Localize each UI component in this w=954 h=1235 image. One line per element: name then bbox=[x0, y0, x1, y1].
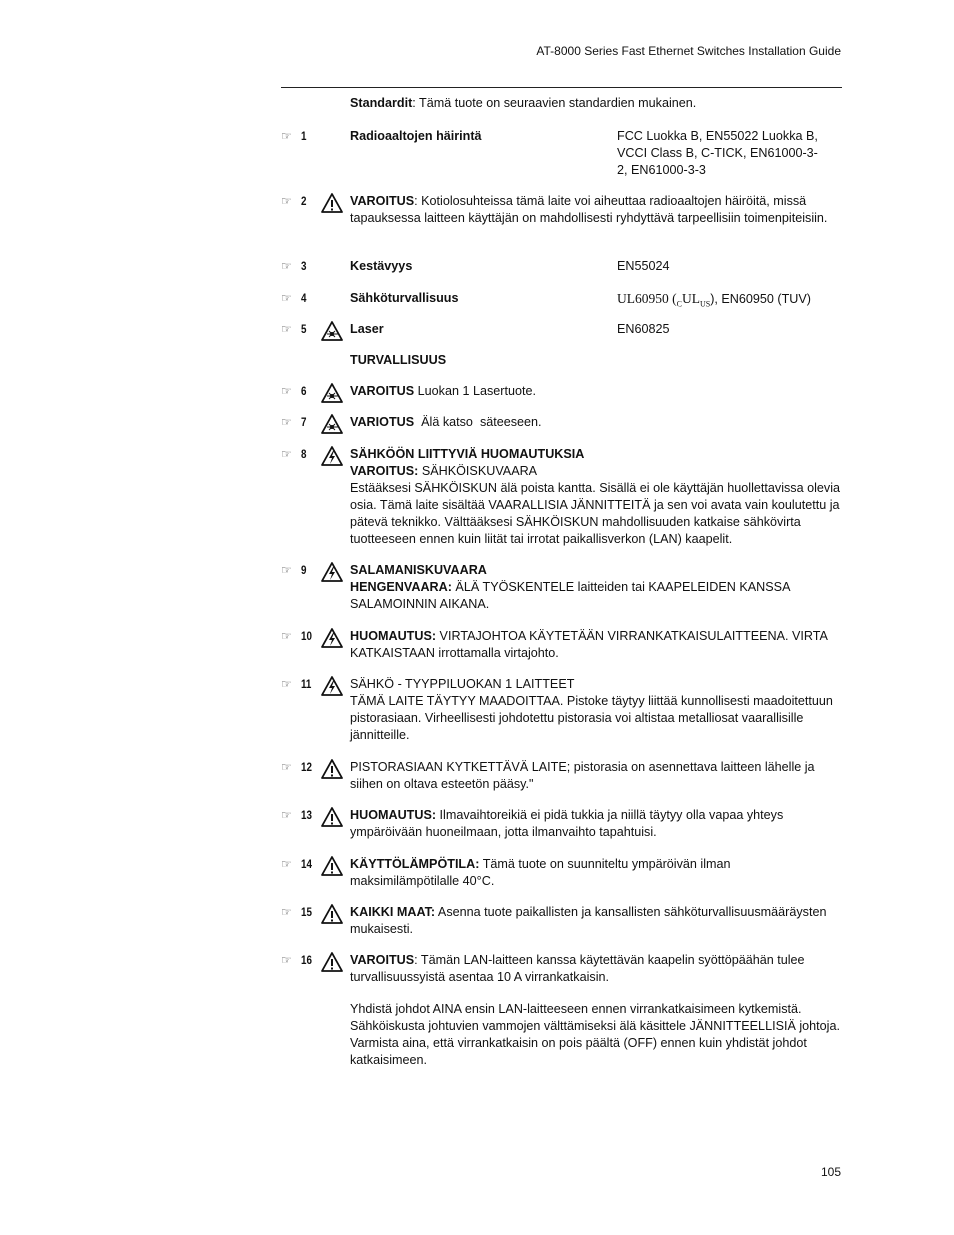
page-number: 105 bbox=[820, 1165, 841, 1179]
warning-icon bbox=[321, 806, 343, 828]
item-text: PISTORASIAAN KYTKETTÄVÄ LAITE; pistorasia on asennettava laitteen lähelle ja siihen on oltava esteetön pääsy." bbox=[350, 760, 815, 791]
laser-icon bbox=[321, 413, 343, 435]
pointing-hand-icon: ☞ bbox=[281, 905, 292, 919]
item-text: KÄYTTÖLÄMPÖTILA: Tämä tuote on suunniteltu ympäröivän ilman maksimilämpötilalle 40°C. bbox=[350, 857, 731, 888]
item-ref: ☞ 9 bbox=[281, 563, 307, 577]
pointing-hand-icon: ☞ bbox=[281, 808, 292, 822]
intro-paragraph bbox=[350, 95, 850, 112]
item-ref: ☞ 6 bbox=[281, 384, 307, 398]
pointing-hand-icon: ☞ bbox=[281, 194, 292, 208]
item-text: VAROITUS Luokan 1 Lasertuote. bbox=[350, 384, 536, 398]
item-ref: ☞ 15 bbox=[281, 905, 312, 919]
item-ref: ☞ 5 bbox=[281, 322, 307, 336]
item-ref: ☞ 3 bbox=[281, 259, 307, 273]
item-text: HUOMAUTUS: VIRTAJOHTOA KÄYTETÄÄN VIRRANKATKAISULAITTEENA. VIRTA KATKAISTAAN irrottamalla virtajohto. bbox=[350, 629, 828, 660]
item-ref: ☞ 7 bbox=[281, 415, 307, 429]
intro-bold: Standardit bbox=[350, 96, 413, 110]
pointing-hand-icon: ☞ bbox=[281, 322, 292, 336]
item-text: SALAMANISKUVAARA HENGENVAARA: ÄLÄ TYÖSKENTELE laitteiden tai KAAPELEIDEN KANSSA SALAMOINNIN AIKANA. bbox=[350, 563, 790, 611]
laser-icon bbox=[321, 320, 343, 342]
item-ref: ☞ 8 bbox=[281, 447, 307, 461]
item-value: FCC Luokka B, EN55022 Luokka B, VCCI Class B, C-TICK, EN61000-3-2, EN61000-3-3 bbox=[617, 129, 818, 177]
pointing-hand-icon: ☞ bbox=[281, 760, 292, 774]
item-ref: ☞ 1 bbox=[281, 129, 307, 143]
pointing-hand-icon: ☞ bbox=[281, 677, 292, 691]
item-text: SÄHKÖ - TYYPPILUOKAN 1 LAITTEET TÄMÄ LAITE TÄYTYY MAADOITTAA. Pistoke täytyy liittää kunnollisesti maadoitettuun pistorasiaan. Virheellisesti johdotettu pistorasia voi altistaa metalliosat vaarallisille jännitteille. bbox=[350, 677, 833, 742]
warning-icon bbox=[321, 758, 343, 780]
intro-text: : Tämä tuote on seuraavien standardien mukainen. bbox=[412, 96, 697, 110]
item-label: Radioaaltojen häirintä bbox=[350, 129, 482, 143]
electric-icon bbox=[321, 445, 343, 467]
item-text: VARIOTUS Älä katso säteeseen. bbox=[350, 415, 542, 429]
pointing-hand-icon: ☞ bbox=[281, 629, 292, 643]
item-value: UL60950 $(_CUL_{US})$, EN60950 (TUV) bbox=[617, 291, 811, 309]
item-label: Sähköturvallisuus bbox=[350, 291, 459, 305]
item-ref: ☞ 16 bbox=[281, 953, 312, 967]
warning-icon bbox=[321, 192, 343, 214]
warning-icon bbox=[321, 951, 343, 973]
item-label: Kestävyys bbox=[350, 259, 413, 273]
electric-icon bbox=[321, 675, 343, 697]
header-rule bbox=[281, 87, 842, 88]
pointing-hand-icon: ☞ bbox=[281, 447, 292, 461]
electric-icon bbox=[321, 627, 343, 649]
item-ref: ☞ 13 bbox=[281, 808, 312, 822]
item-text: VAROITUS: Kotiolosuhteissa tämä laite voi aiheuttaa radioaaltojen häiröitä, missä tapauksessa laitteen käyttäjän on mahdollisesti ryhdyttävä tarpeellisiin toimenpiteisiin. bbox=[350, 194, 828, 225]
item-label: Laser bbox=[350, 322, 384, 336]
pointing-hand-icon: ☞ bbox=[281, 857, 292, 871]
pointing-hand-icon: ☞ bbox=[281, 384, 292, 398]
pointing-hand-icon: ☞ bbox=[281, 291, 292, 305]
item-text: SÄHKÖÖN LIITTYVIÄ HUOMAUTUKSIA VAROITUS: SÄHKÖISKUVAARA Estääksesi SÄHKÖISKUN älä poista kantta. Sisällä ei ole käyttäjän huollettavissa olevia osia. Tämä laite sisältää VAARALLISIA JÄNNITTEITÄ ja sen voi avata vain koulutettu ja pätevä teknikko. Välttääksesi SÄHKÖISKUN mahdollisuuden katkaise sähkövirta tuotteeseen ennen kuin liität tai irrotat paikallisverkon (LAN) kaapelit. bbox=[350, 447, 841, 546]
item-ref: ☞ 10 bbox=[281, 629, 312, 643]
item-text: VAROITUS: Tämän LAN-laitteen kanssa käytettävän kaapelin syöttöpäähän tulee turvallisuussyistä asentaa 10 A virrankatkaisin. Yhdistä johdot AINA ensin LAN-laitteeseen ennen virrankatkaisimeen kytkemistä. Sähköiskusta johtuvien vammojen välttämiseksi älä käsittele JÄNNITTEELLISIÄ johtoja. Varmista aina, että virrankatkaisin on pois päältä (OFF) ennen kuin yhdistät johdot katkaisimeen. bbox=[350, 953, 840, 1067]
item-ref: ☞ 2 bbox=[281, 194, 307, 208]
pointing-hand-icon: ☞ bbox=[281, 129, 292, 143]
item-ref: ☞ 4 bbox=[281, 291, 307, 305]
item-text: HUOMAUTUS: Ilmavaihtoreikiä ei pidä tukkia ja niillä täytyy olla vapaa yhteys ympäröivään huoneilmaan, jotta ilmanvaihto tapahtuisi. bbox=[350, 808, 784, 839]
item-value: EN60825 bbox=[617, 322, 670, 336]
pointing-hand-icon: ☞ bbox=[281, 953, 292, 967]
running-header: AT-8000 Series Fast Ethernet Switches Installation Guide bbox=[536, 44, 841, 58]
pointing-hand-icon: ☞ bbox=[281, 259, 292, 273]
electric-icon bbox=[321, 561, 343, 583]
item-ref: ☞ 14 bbox=[281, 857, 312, 871]
warning-icon bbox=[321, 855, 343, 877]
laser-icon bbox=[321, 382, 343, 404]
item-ref: ☞ 12 bbox=[281, 760, 312, 774]
pointing-hand-icon: ☞ bbox=[281, 415, 292, 429]
item-ref: ☞ 11 bbox=[281, 677, 312, 691]
warning-icon bbox=[321, 903, 343, 925]
item-value: EN55024 bbox=[617, 259, 670, 273]
item-text: KAIKKI MAAT: Asenna tuote paikallisten ja kansallisten sähköturvallisuusmääräysten mukaisesti. bbox=[350, 905, 827, 936]
pointing-hand-icon: ☞ bbox=[281, 563, 292, 577]
